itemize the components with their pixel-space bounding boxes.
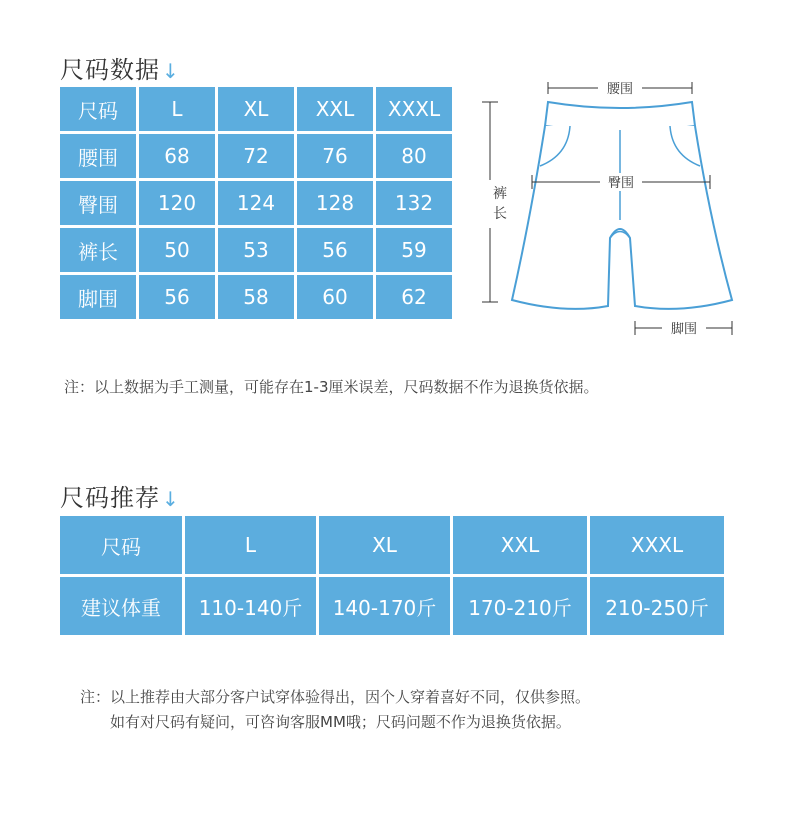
header-cell: XXL — [453, 516, 587, 574]
down-arrow-icon: ↓ — [162, 487, 180, 511]
row-label: 臀围 — [60, 181, 136, 225]
table-cell: 76 — [297, 134, 373, 178]
table-cell: 210-250斤 — [590, 577, 724, 635]
size-data-title: 尺码数据 — [60, 56, 160, 84]
table-row — [60, 577, 724, 635]
table-cell: 72 — [218, 134, 294, 178]
table-cell: 80 — [376, 134, 452, 178]
table-cell: 56 — [297, 228, 373, 272]
length-label-1: 裤 — [493, 186, 507, 202]
table-row — [60, 228, 452, 272]
header-cell: 尺码 — [60, 87, 136, 131]
header-cell: XL — [218, 87, 294, 131]
table-row — [60, 275, 452, 319]
table-row — [60, 134, 452, 178]
size-recommend-title: 尺码推荐 — [60, 484, 160, 512]
table-cell: 170-210斤 — [453, 577, 587, 635]
table-cell: 128 — [297, 181, 373, 225]
table-cell: 50 — [139, 228, 215, 272]
down-arrow-icon: ↓ — [162, 59, 180, 83]
table-row — [60, 181, 452, 225]
row-label: 建议体重 — [60, 577, 182, 635]
shorts-measurement-diagram — [470, 70, 770, 350]
table-cell: 124 — [218, 181, 294, 225]
size-recommend-heading — [60, 478, 180, 513]
row-label: 脚围 — [60, 275, 136, 319]
size-data-table — [57, 84, 455, 322]
header-cell: XL — [319, 516, 450, 574]
table-cell: 59 — [376, 228, 452, 272]
table-cell: 120 — [139, 181, 215, 225]
size-data-note: 注：以上数据为手工测量，可能存在1-3厘米误差，尺码数据不作为退换货依据。 — [64, 378, 599, 396]
table-cell: 110-140斤 — [185, 577, 316, 635]
size-data-header-row — [60, 87, 452, 131]
row-label: 腰围 — [60, 134, 136, 178]
table-cell: 132 — [376, 181, 452, 225]
table-cell: 62 — [376, 275, 452, 319]
row-label: 裤长 — [60, 228, 136, 272]
hip-label: 臀围 — [607, 176, 635, 191]
table-cell: 53 — [218, 228, 294, 272]
header-cell: L — [185, 516, 316, 574]
header-cell: L — [139, 87, 215, 131]
table-cell: 68 — [139, 134, 215, 178]
leg-opening-label: 脚围 — [670, 322, 698, 337]
size-recommend-note-line-1: 注：以上推荐由大部分客户试穿体验得出，因个人穿着喜好不同，仅供参照。 — [80, 688, 591, 706]
shorts-outline — [512, 126, 732, 309]
length-label-2: 长 — [493, 206, 507, 222]
header-cell: 尺码 — [60, 516, 182, 574]
size-recommend-header-row — [60, 516, 724, 574]
header-cell: XXXL — [376, 87, 452, 131]
table-cell: 140-170斤 — [319, 577, 450, 635]
header-cell: XXL — [297, 87, 373, 131]
table-cell: 58 — [218, 275, 294, 319]
waist-label: 腰围 — [606, 82, 634, 97]
size-recommend-table — [57, 513, 727, 638]
table-cell: 60 — [297, 275, 373, 319]
table-cell: 56 — [139, 275, 215, 319]
header-cell: XXXL — [590, 516, 724, 574]
size-recommend-note-line-2: 如有对尺码有疑问，可咨询客服MM哦；尺码问题不作为退换货依据。 — [110, 713, 571, 731]
size-data-heading — [60, 50, 180, 85]
